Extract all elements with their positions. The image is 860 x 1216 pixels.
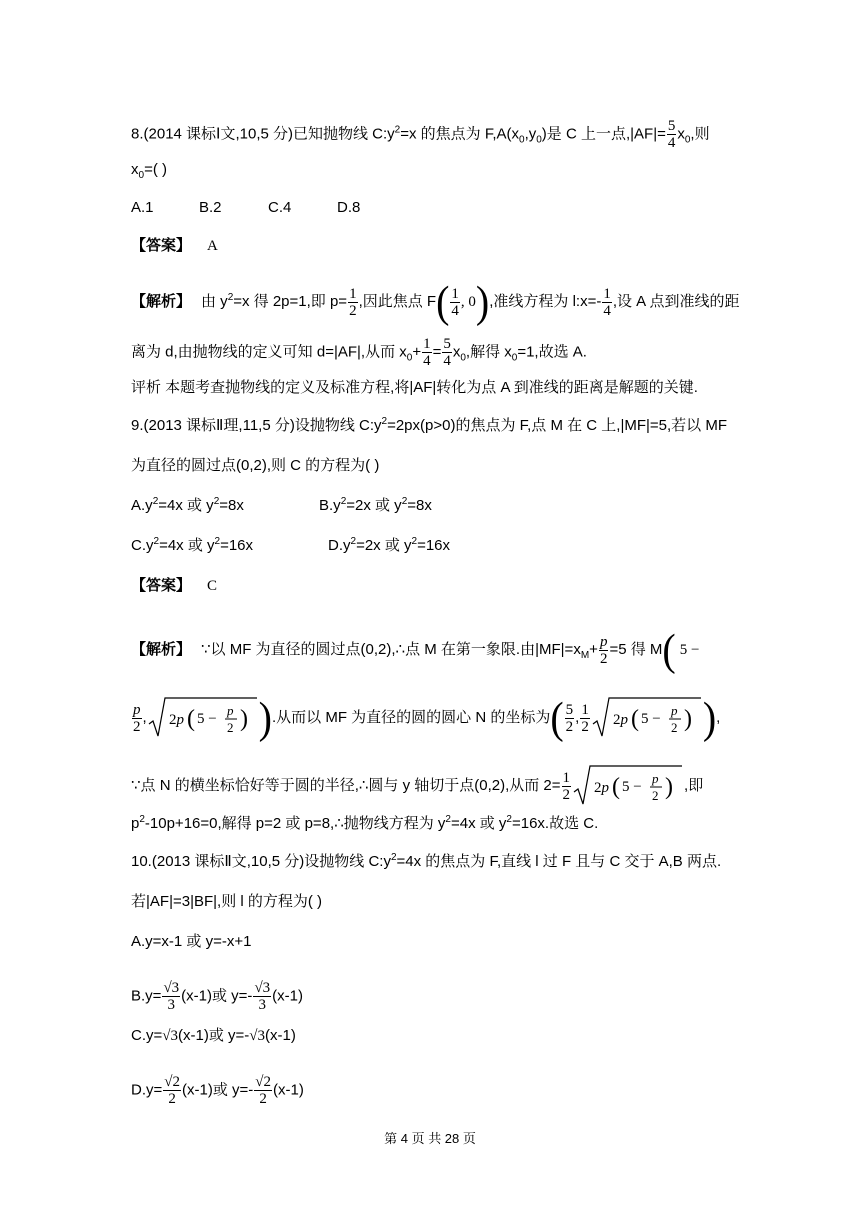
- svg-text:2: 2: [652, 788, 659, 803]
- q10-option-a: A.y=x-1 或 y=-x+1: [131, 933, 252, 950]
- q9-stem-line1: 9.(2013 课标Ⅱ理,11,5 分)设抛物线 $C:y^2=2px(p>0)$的焦点为 F,点 M 在 C 上,|MF|=5,若以 MF: [131, 416, 728, 434]
- sqrt-expression: [147, 696, 259, 740]
- svg-text:(: (: [612, 774, 621, 800]
- svg-text:): ): [683, 706, 692, 732]
- q8-option-c: C.4: [268, 199, 292, 216]
- q8-analysis-line1: 【解析】 由 $y^2=x$ 得 2p=1,即 p= $\frac{1}{2}$ ,因此焦点 F( $\frac{1}{4}$ , 0),准线方程为 l:x=- $\frac{1}{4}$ ,设 A 点到准线的距: [131, 276, 740, 327]
- q8-option-b: B.2: [199, 199, 222, 216]
- q9-analysis-line4: $p^2-10p+16=0$,解得 p=2 或 p=8,∴抛物线方程为 $y^2=4x$ 或 $y^2=16x$.故选 C.: [131, 814, 599, 832]
- q9-analysis-line3: ∵点 N 的横坐标恰好等于圆的半径,∴圆与 y 轴切于点(0,2),从而 2= $\frac{1}{2}$ 2p ( 5 − p 2 ) ,即: [131, 764, 703, 808]
- svg-text:2p: 2p: [594, 780, 610, 796]
- q9-option-a: $A.y^2=4x$ 或 $y^2=8x$: [131, 496, 244, 514]
- q8-options: [131, 198, 360, 218]
- q10-option-b: B.y= $\frac{√3}{3}$ (x-1)或 y=- $\frac{√3}{3}$ (x-1): [131, 980, 303, 1013]
- q8-analysis-line2: 离为 d,由抛物线的定义可知 d=|AF|,从而 $x_0+$ $\frac{1}{4}$ = $\frac{5}{4}$ $x_0$,解得 $x_0=1$,故选 A.: [131, 336, 587, 369]
- svg-text:(: (: [186, 706, 195, 732]
- q8-stem-line2: $x_0=$( ): [131, 161, 167, 181]
- svg-text:2p: 2p: [168, 712, 184, 728]
- svg-text:): ): [239, 706, 248, 732]
- fraction-5-4: $\frac{5}{4}$: [667, 118, 676, 151]
- q8-stem-line1: 8.(2014 课标Ⅰ文,10,5 分)已知抛物线 $C:y^2=x$ 的焦点为 $F,A(x_0,y_0)$是 C 上一点,|AF|= $\frac{5}{4}$ $x_0$,则: [131, 118, 710, 151]
- q9-option-b: $B.y^2=2x$ 或 $y^2=8x$: [319, 496, 432, 514]
- svg-text:2p: 2p: [612, 712, 628, 728]
- svg-text:2: 2: [226, 720, 234, 735]
- svg-text:p: p: [652, 771, 659, 786]
- q9-option-c: $C.y^2=4x$ 或 $y^2=16x$: [131, 536, 254, 554]
- q8-option-d: D.8: [337, 199, 361, 216]
- q8-option-a: A.1: [131, 199, 154, 216]
- svg-text:p: p: [670, 703, 678, 718]
- q9-analysis-line1: 【解析】 ∵以 MF 为直径的圆过点(0,2),∴点 M 在第一象限.由$|MF|=x_M+$ $\frac{p}{2}$ =5 得 M( 5 −: [131, 624, 700, 675]
- q10-option-d: D.y= $\frac{√2}{2}$ (x-1)或 y=- $\frac{√2}{2}$ (x-1): [131, 1074, 304, 1107]
- q10-stem-line2: 若|AF|=3|BF|,则 l 的方程为( ): [131, 893, 323, 910]
- q8-answer: 【答案】 A: [131, 237, 218, 254]
- q9-analysis-line2: $\frac{p}{2}$ , 2p ( 5 − p 2 ) ).从而以 MF 为直径的圆的圆心 N 的坐标为( $\frac{5}{2}$ , $\frac{1}{2}$ 2p ( 5 − p 2 ) ),: [133, 692, 721, 743]
- q9-answer: 【答案】 C: [131, 577, 218, 594]
- svg-text:5 −: 5 −: [196, 711, 217, 727]
- svg-text:5 −: 5 −: [622, 779, 642, 795]
- q10-option-c: C.y=√3(x-1)或 y=-√3(x-1): [131, 1027, 296, 1044]
- svg-text:2: 2: [670, 720, 678, 735]
- q8-comment: 评析 本题考查抛物线的定义及标准方程,将|AF|转化为点 A 到准线的距离是解题的关键.: [131, 379, 698, 396]
- svg-text:5 −: 5 −: [640, 711, 661, 727]
- svg-text:): ): [665, 774, 674, 800]
- page-footer: 第 4 页 共 28 页: [384, 1131, 476, 1146]
- svg-text:p: p: [226, 703, 234, 718]
- q10-stem-line1: 10.(2013 课标Ⅱ文,10,5 分)设抛物线 $C:y^2=4x$ 的焦点为 F,直线 l 过 F 且与 C 交于 A,B 两点.: [131, 852, 722, 870]
- svg-text:(: (: [630, 706, 639, 732]
- q9-stem-line2: 为直径的圆过点(0,2),则 C 的方程为( ): [131, 457, 380, 474]
- q9-option-d: $D.y^2=2x$ 或 $y^2=16x$: [328, 536, 451, 554]
